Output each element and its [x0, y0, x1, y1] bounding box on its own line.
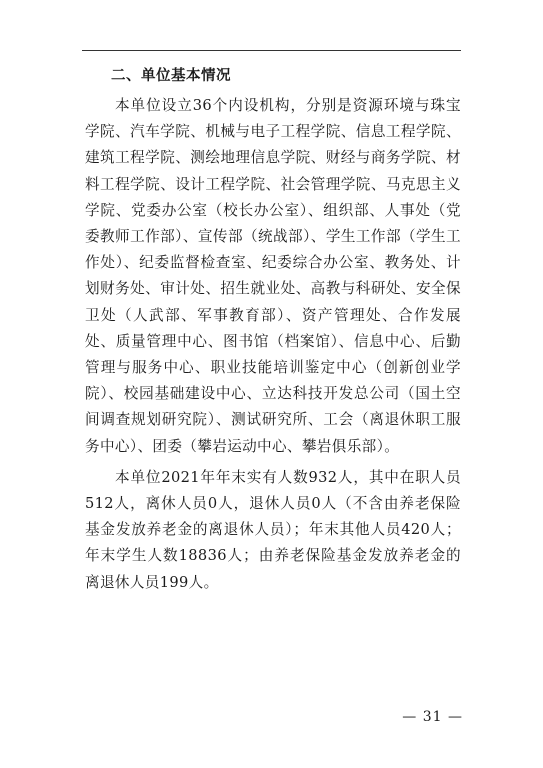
paragraph-institutions: 本单位设立36个内设机构，分别是资源环境与珠宝学院、汽车学院、机械与电子工程学院、信息工程学院、建筑工程学院、测绘地理信息学院、财经与商务学院、材料工程学院、设计工程学院、社会管理学院、马克思主义学院、党委办公室（校长办公室）、组织部、人事处（党委教师工作部）、宣传部（统战部）、学生工作部（学生工作处）、纪委监督检查室、纪委综合办公室、教务处、计划财务处、审计处、招生就业处、高教与科研处、安全保卫处（人武部、军事教育部）、资产管理处、合作发展处、质量管理中心、图书馆（档案馆）、信息中心、后勤管理与服务中心、职业技能培训鉴定中心（创新创业学院）、校园基础建设中心、立达科技开发总公司（国土空间调查规划研究院）、测试研究所、工会（离退休职工服务中心）、团委（攀岩运动中心、攀岩俱乐部）。	[85, 97, 461, 455]
paragraph-staffing: 本单位2021年年末实有人数932人，其中在职人员512人，离休人员0人，退休人员0人（不含由养老保险基金发放养老金的离退休人员）；年末其他人员420人；年末学生人数18836人；由养老保险基金发放养老金的离退休人员199人。	[85, 468, 461, 591]
page-number: — 31 —	[402, 709, 463, 725]
header-rule	[82, 50, 461, 51]
section-heading: 二、单位基本情况	[111, 68, 231, 84]
page-content	[85, 65, 461, 596]
